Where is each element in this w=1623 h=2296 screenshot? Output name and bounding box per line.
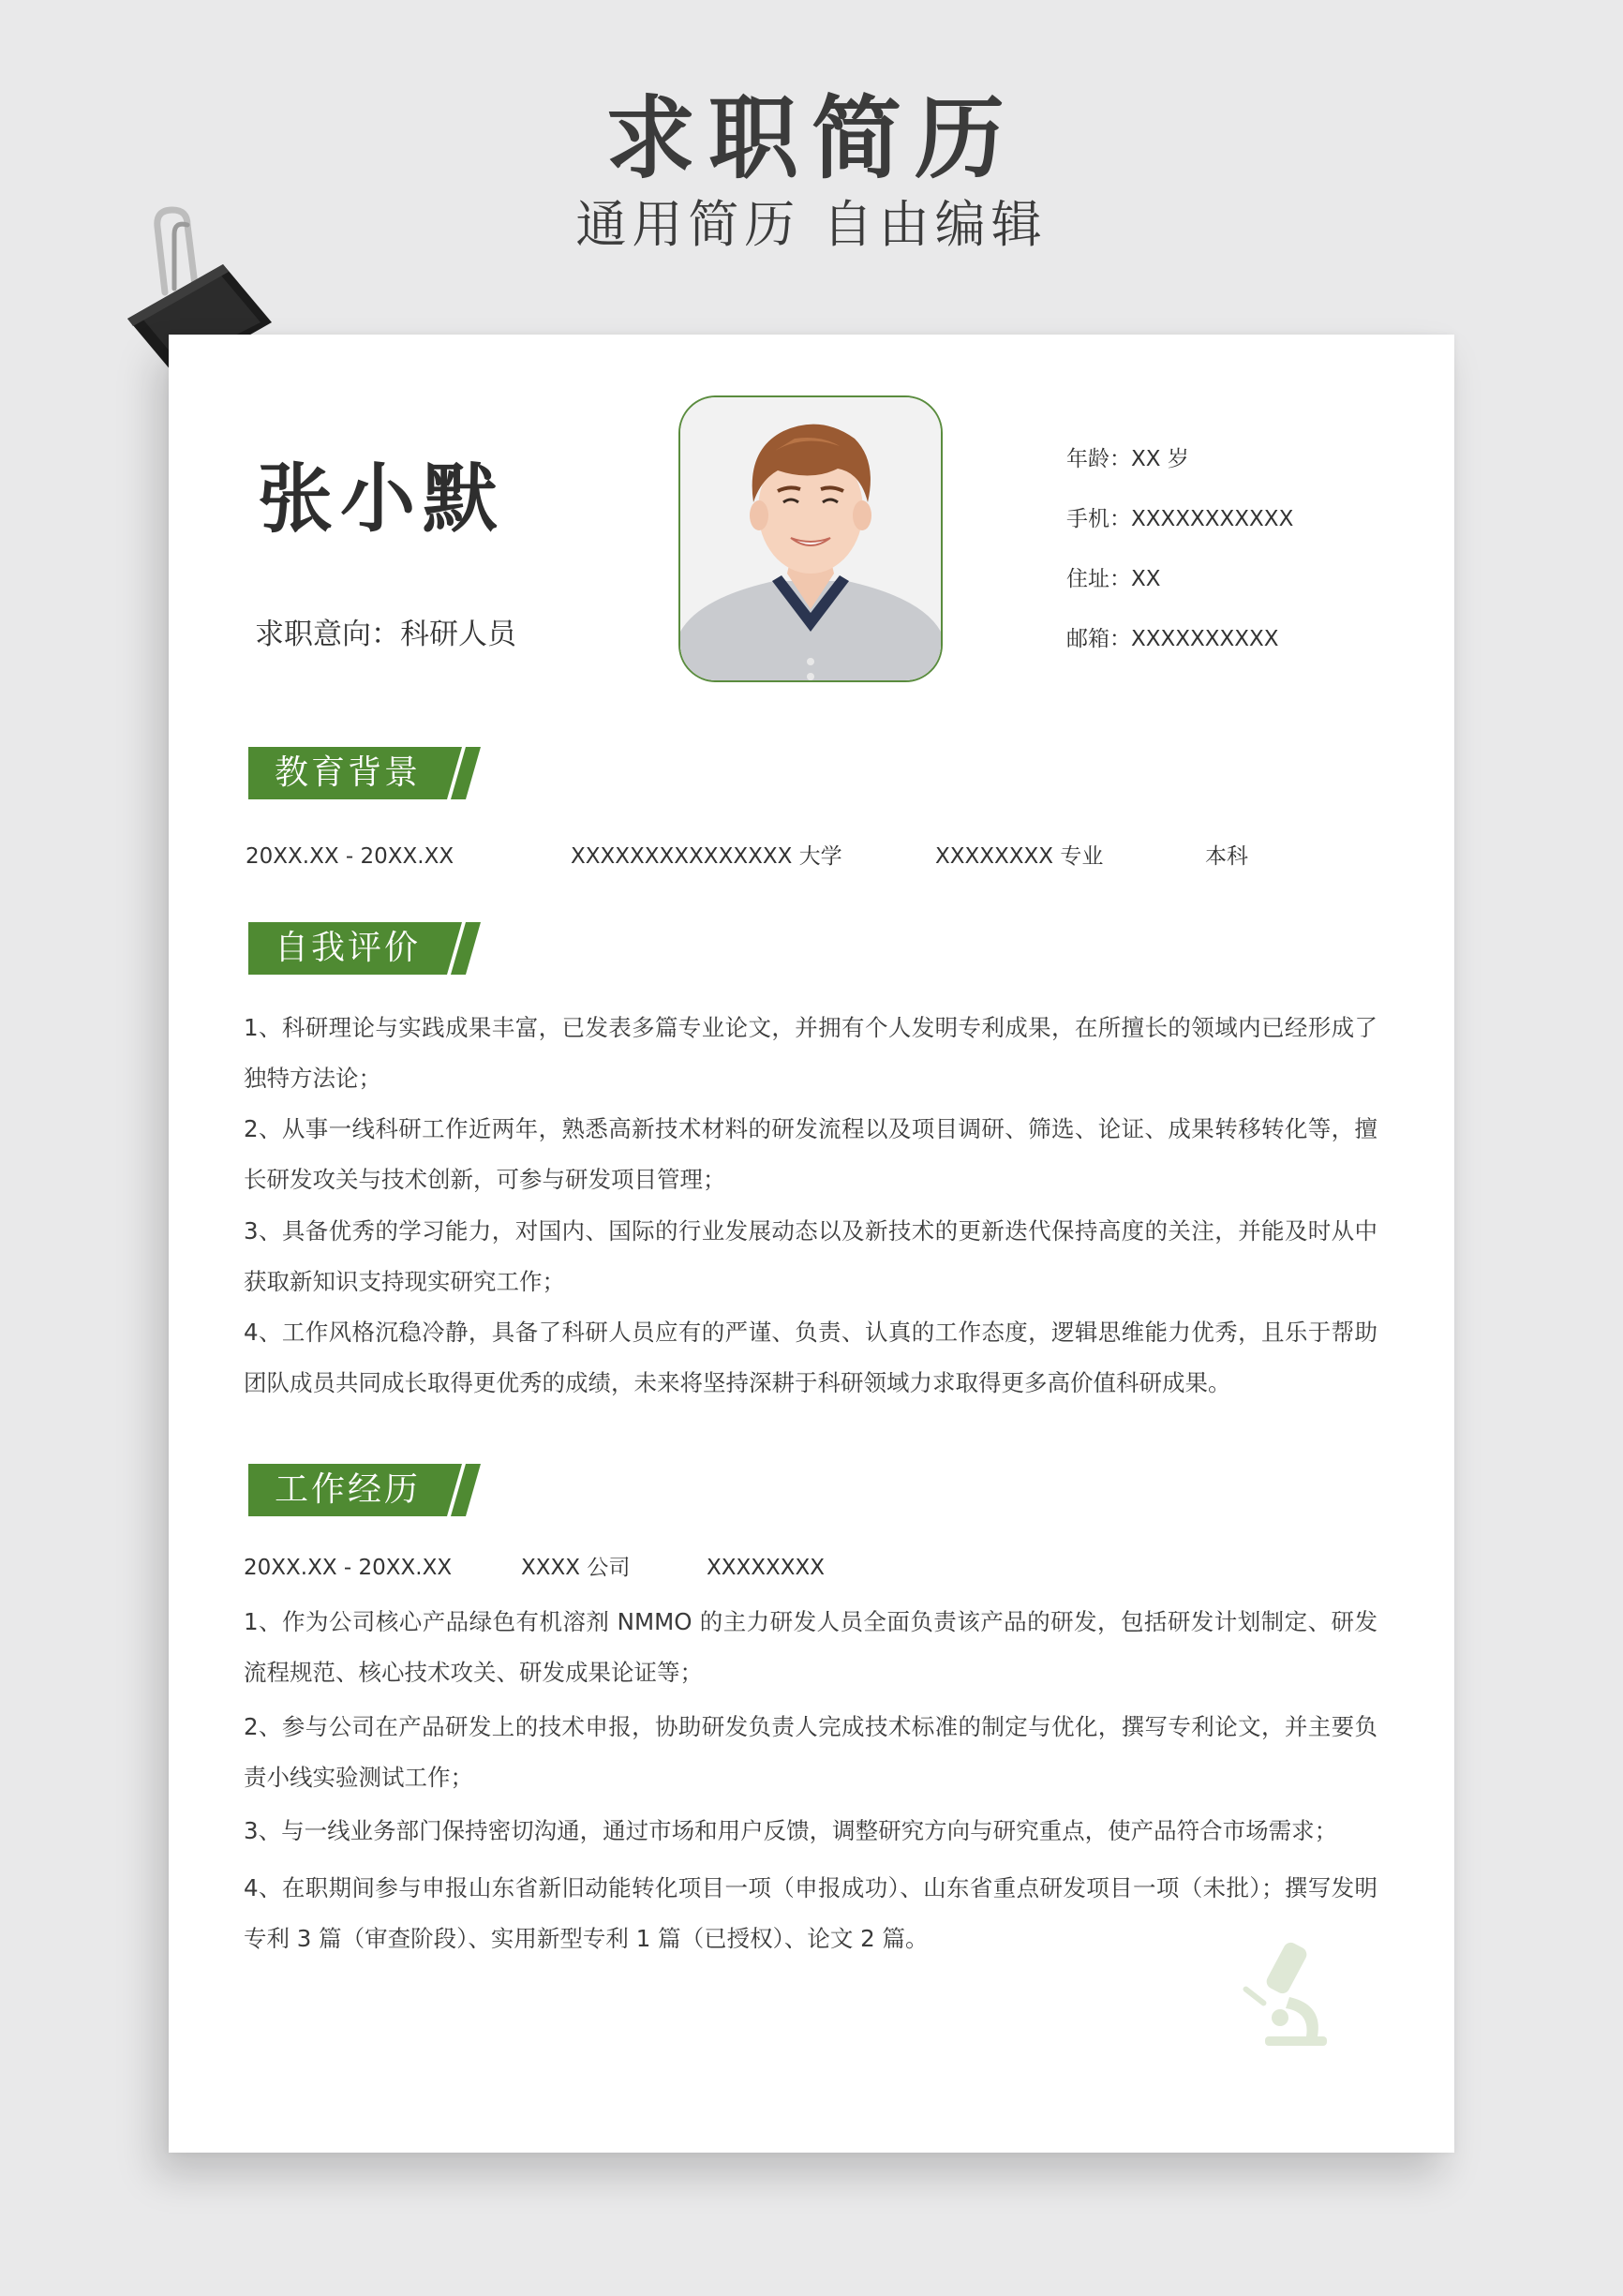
section-header-self-eval: [248, 922, 481, 975]
work-position: XXXXXXXX: [707, 1556, 826, 1580]
work-company: XXXX 公司: [521, 1556, 631, 1580]
education-major: XXXXXXXX 专业: [935, 844, 1104, 869]
work-entry-header: [169, 1549, 1454, 1587]
microscope-icon: [1237, 1939, 1331, 2051]
work-item: 1、作为公司核心产品绿色有机溶剂 NMMO 的主力研发人员全面负责该产品的研发，包括研发计划制定、研发流程规范、核心技术攻关、研发成果论证等；: [244, 1608, 1377, 1686]
work-item: 4、在职期间参与申报山东省新旧动能转化项目一项（申报成功）、山东省重点研发项目一项（未批）；撰写发明专利 3 篇（审查阶段）、实用新型专利 1 篇（已授权）、论文 2 篇。: [244, 1874, 1377, 1952]
banner-subtitle: 通用简历 自由编辑: [575, 195, 1048, 254]
self-eval-item: 4、工作风格沉稳冷静，具备了科研人员应有的严谨、负责、认真的工作态度，逻辑思维能力优秀，且乐于帮助团队成员共同成长取得更优秀的成绩，未来将坚持深耕于科研领域力求取得更多高价值科研成果。: [244, 1319, 1377, 1396]
info-address: 住址：XX: [1066, 567, 1161, 591]
self-eval-item: 2、从事一线科研工作近两年，熟悉高新技术材料的研发流程以及项目调研、筛选、论证、成果转移转化等，擅长研发攻关与技术创新，可参与研发项目管理；: [244, 1115, 1377, 1193]
contact-info: [1066, 445, 1293, 685]
section-title-work: 工作经历: [275, 1470, 422, 1509]
self-eval-item: 3、具备优秀的学习能力，对国内、国际的行业发展动态以及新技术的更新迭代保持高度的关注，并能及时从中获取新知识支持现实研究工作；: [244, 1217, 1377, 1295]
education-period: 20XX.XX - 20XX.XX: [246, 844, 454, 869]
work-period: 20XX.XX - 20XX.XX: [244, 1556, 453, 1580]
work-item: 3、与一线业务部门保持密切沟通，通过市场和用户反馈，调整研究方向与研究重点，使产品符合市场需求；: [244, 1817, 1338, 1844]
self-eval-item: 1、科研理论与实践成果丰富，已发表多篇专业论文，并拥有个人发明专利成果，在所擅长的领域内已经形成了独特方法论；: [244, 1014, 1377, 1092]
resume-sheet: [169, 335, 1454, 2153]
education-school: XXXXXXXXXXXXXXX 大学: [571, 844, 842, 869]
info-age: 年龄：XX 岁: [1066, 447, 1189, 471]
work-item: 2、参与公司在产品研发上的技术申报，协助研发负责人完成技术标准的制定与优化，撰写专利论文，并主要负责小线实验测试工作；: [244, 1713, 1377, 1791]
education-degree: 本科: [1205, 844, 1248, 869]
section-title-self-eval: 自我评价: [275, 929, 422, 967]
section-header-work: [248, 1464, 481, 1516]
info-phone: 手机：XXXXXXXXXXX: [1066, 507, 1294, 531]
education-row: [169, 838, 1454, 875]
candidate-name: 张小默: [258, 455, 505, 543]
info-email: 邮箱：XXXXXXXXXX: [1066, 627, 1279, 651]
job-intent: 求职意向：科研人员: [255, 618, 516, 651]
section-title-education: 教育背景: [275, 753, 422, 792]
profile-photo: [678, 395, 943, 682]
banner-title: 求职简历: [605, 86, 1018, 191]
section-header-education: [248, 747, 481, 799]
